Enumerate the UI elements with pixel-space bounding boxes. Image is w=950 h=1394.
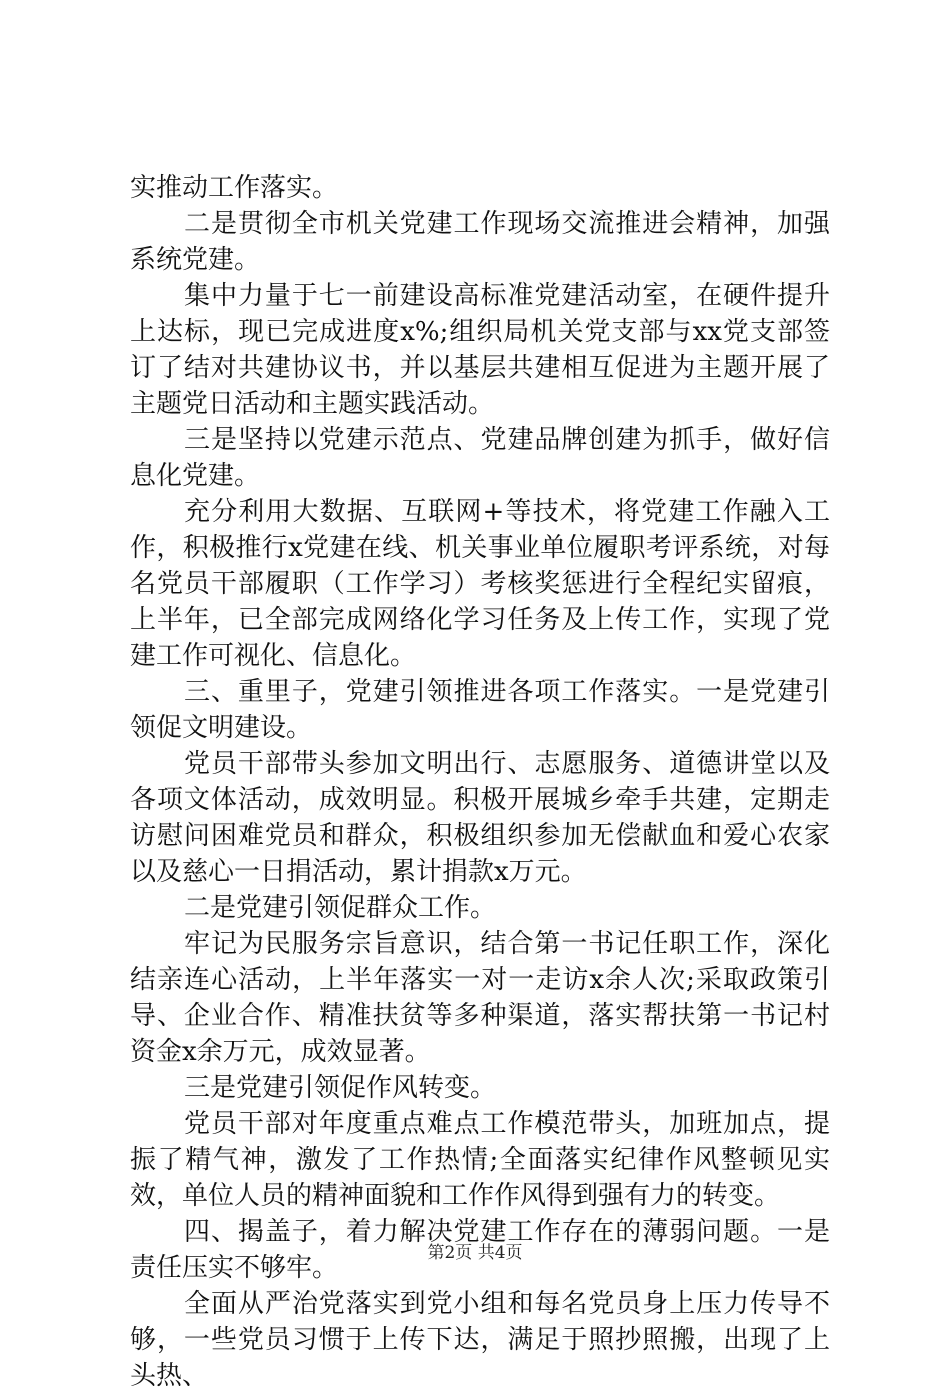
page-footer: 第2页 共4页: [427, 1243, 523, 1263]
document-body: [130, 170, 830, 1394]
paragraph: 全面从严治党落实到党小组和每名党员身上压力传导不够，一些党员习惯于上传下达，满足于照抄照搬，出现了上头热、: [130, 1289, 830, 1391]
paragraph: 充分利用大数据、互联网+等技术，将党建工作融入工作，积极推行x党建在线、机关事业单位履职考评系统，对每名党员干部履职（工作学习）考核奖惩进行全程纪实留痕，上半年，已全部完成网络化学习任务及上传工作，实现了党建工作可视化、信息化。: [130, 497, 830, 671]
paragraph: 二是党建引领促群众工作。: [184, 893, 497, 923]
section-heading: 四、揭盖子，着力解决党建工作存在的薄弱问题。一是责任压实不够牢。: [130, 1217, 830, 1283]
paragraph: 三是党建引领促作风转变。: [184, 1073, 497, 1103]
paragraph: 三是坚持以党建示范点、党建品牌创建为抓手，做好信息化党建。: [130, 425, 830, 491]
paragraph: 党员干部对年度重点难点工作模范带头，加班加点，提振了精气神，激发了工作热情;全面落实纪律作风整顿见实效，单位人员的精神面貌和工作作风得到强有力的转变。: [130, 1109, 830, 1211]
paragraph: 党员干部带头参加文明出行、志愿服务、道德讲堂以及各项文体活动，成效明显。积极开展城乡牵手共建，定期走访慰问困难党员和群众，积极组织参加无偿献血和爱心农家以及慈心一日捐活动，累计捐款x万元。: [130, 749, 830, 887]
paragraph: 二是贯彻全市机关党建工作现场交流推进会精神，加强系统党建。: [130, 209, 830, 275]
paragraph: 牢记为民服务宗旨意识，结合第一书记任职工作，深化结亲连心活动，上半年落实一对一走访x余人次;采取政策引导、企业合作、精准扶贫等多种渠道，落实帮扶第一书记村资金x余万元，成效显著。: [130, 929, 830, 1067]
paragraph: 集中力量于七一前建设高标准党建活动室，在硬件提升上达标，现已完成进度x%;组织局机关党支部与xx党支部签订了结对共建协议书，并以基层共建相互促进为主题开展了主题党日活动和主题实践活动。: [130, 281, 830, 419]
paragraph: 实推动工作落实。: [130, 173, 339, 203]
section-heading: 三、重里子，党建引领推进各项工作落实。一是党建引领促文明建设。: [130, 677, 830, 743]
